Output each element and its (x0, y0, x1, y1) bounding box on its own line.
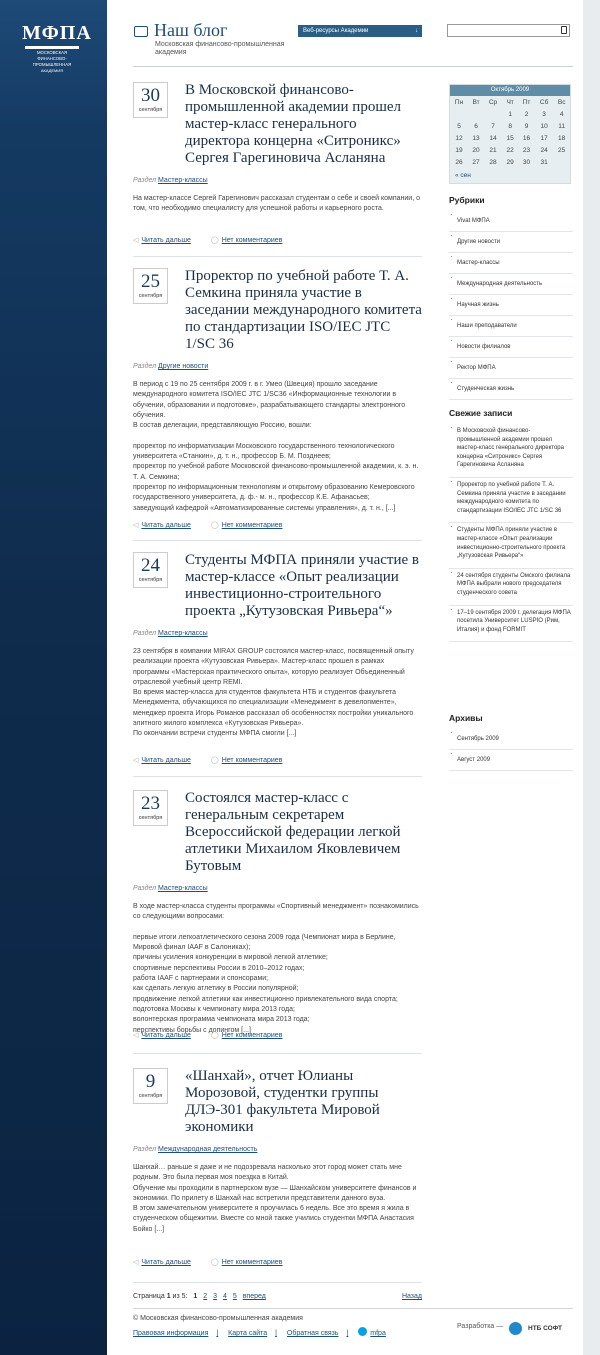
developer-name[interactable]: НТБ СОФТ (528, 1325, 563, 1332)
calendar-day: 29 (506, 158, 514, 166)
post-title[interactable]: Проректор по учебной работе Т. А. Семкина приняла участие в заседании международного комитета по стандартизации ISO/IEC JTC 1/SC 36 (185, 268, 422, 352)
post-body: На мастер-классе Сергей Гарегинович рассказал студентам о себе и своей компании, о том, что необходимо специалисту для успешной работы и карьерного роста. (133, 195, 420, 213)
calendar-day: 18 (558, 134, 566, 142)
post-body: В ходе мастер-класса студенты программы «Спортивный менеджмент» познакомились со следующими вопросами: первые итоги легкоатлетического сезона 2009 года (Чемпионат мира в Берлине, Мировой финал IAAF в Салониках); причины усиления конкуренции в мировой легкой атлетике; спортивные перспективы России в 2010–2012 годах; работа IAAF с партнерами и спонсорами; как сделать легкую атлетику в России популярной; продвижение легкой атлетики как инвестиционно привлекательного вида спорта; подготовка Москвы к чемпионату мира 2013 года; волонтерская программа чемпионата мира 2013 года; перспективы борьбы с допингом [...] (133, 903, 419, 1034)
page-current: 1 (193, 1293, 198, 1300)
recent-heading: Свежие записи (449, 408, 513, 418)
archives-list (449, 729, 573, 771)
blog-header (134, 20, 315, 57)
category-link[interactable]: Мастер-классы (158, 177, 208, 184)
logo-text: МФПА (22, 22, 92, 44)
sidebar-band (0, 0, 107, 1355)
blog-post (133, 790, 422, 1036)
post-meta (133, 521, 302, 529)
rubrics-list (449, 211, 573, 400)
calendar-day: 13 (472, 134, 480, 142)
recent-item[interactable]: · 24 сентября студенты Омского филиала МФПА выбрали нового председателя студенческого совета (449, 569, 573, 606)
calendar-day: 31 (540, 158, 548, 166)
comment-icon: ◯ (210, 237, 219, 244)
rubrics-item[interactable]: · Vivat МФПА (449, 211, 573, 232)
calendar-day: 8 (508, 122, 512, 130)
calendar-day: 6 (474, 122, 478, 130)
blog-post (133, 268, 422, 514)
comment-icon: ◯ (210, 1032, 219, 1039)
calendar-day: 19 (455, 146, 463, 154)
calendar-title: Октябрь 2009 (450, 85, 570, 96)
post-divider (133, 776, 422, 777)
calendar-grid (450, 96, 570, 168)
post-body: В период с 19 по 25 сентября 2009 г. в г. Умео (Швеция) прошло заседание международного комитета ISO/IEC JTC 1/SC36 «Информационные технологии в обучении, образовании и подготовке», разрабатывающего стандарты электронного обучения. В состав делегации, представляющую Россию, вошли: проректор по информатизации Московского государственного технологического университета «Станкин», д. т. н., профессор Б. М. Позднеев; проректор по учебной работе Московской финансово-промышленной академии, к. э. н. Т. А. Семкина; проректор по информационным технологиям и открытому образованию Кемеровского государственного университета, д. ф.- м. н., профессор К.Е. Афанасьев; заведующий кафедрой «Автоматизированные системы управления», д. т. н., [...] (133, 381, 419, 512)
rubrics-item[interactable]: · Международная деятельность (449, 274, 573, 295)
calendar-day: 4 (559, 110, 564, 118)
skype-icon (358, 1327, 367, 1336)
arrow-icon: ◁ (133, 1032, 139, 1039)
arrow-down-icon: ↓ (415, 28, 418, 34)
read-more-link[interactable]: Читать дальше (141, 1032, 191, 1039)
logo-subtext: МОСКОВСКАЯ ФИНАНСОВО-ПРОМЫШЛЕННАЯ (32, 50, 72, 67)
logo-line (25, 46, 79, 49)
comments-link[interactable]: Нет комментариев (221, 1259, 283, 1266)
calendar-day: 21 (489, 146, 497, 154)
post-date: 25 сентября (133, 268, 168, 304)
rubrics-item[interactable]: · Научная жизнь (449, 295, 573, 316)
archives-heading: Архивы (449, 713, 483, 723)
weekday-label: Чт (506, 98, 514, 106)
post-divider (133, 540, 422, 541)
calendar-day (468, 108, 484, 120)
calendar-day: 1 (508, 110, 512, 118)
page-subtitle: Московская финансово-промышленная академия (155, 41, 285, 56)
calendar-day: 10 (540, 122, 548, 130)
resources-select[interactable]: Веб-ресурсы Академии ↓ (298, 25, 422, 37)
category-link[interactable]: Мастер-классы (158, 630, 208, 637)
calendar-day: 7 (491, 122, 495, 130)
calendar-day (484, 108, 502, 120)
page-link[interactable]: 2 (203, 1293, 208, 1300)
post-body: 23 сентября в компании MIRAX GROUP состоялся мастер-класс, посвященный опыту реализации проекта «Кутузовская Ривьера». Мастер-класс прошел в рамках программы «Мастерская практического опыта», которую реализует Объединенный отраслевой учебный центр REMI. Во время мастер-класса для студентов факультета НТБ и студентов факультета Менеджмента, обучающихся по специализации «Менеджмент в девелопменте», менеджер проекта Игорь Романов рассказал об особенностях постройки уникального элитного жилого комплекса «Кутузовская Ривьера». По окончании встречи студенты МФПА смогли [...] (133, 648, 414, 738)
calendar-day: 14 (489, 134, 497, 142)
read-more-link[interactable]: Читать дальше (141, 522, 191, 529)
blog-post (133, 82, 422, 215)
rubrics-item[interactable]: · Другие новости (449, 232, 573, 253)
post-title[interactable]: В Московской финансово-промышленной академии прошел мастер-класс генерального директора концерна «Ситроникс» Сергея Гарегиновича Асланяна (185, 82, 402, 166)
weekday-label: Вс (557, 98, 566, 106)
pagination: Страница 1 из 5: 1 2 3 4 5 вперед Назад (133, 1293, 422, 1300)
calendar-day: 22 (506, 146, 514, 154)
calendar-day: 23 (522, 146, 531, 154)
arrow-icon: ◁ (133, 237, 139, 244)
weekday-label: Вт (472, 98, 480, 106)
post-title[interactable]: «Шанхай», отчет Юлианы Морозовой, студентки группы ДЛЭ-301 факультета Мировой экономики (185, 1068, 380, 1135)
page-title: Наш блог (154, 20, 228, 40)
comment-icon: ◯ (210, 757, 219, 764)
read-more-link[interactable]: Читать дальше (141, 757, 191, 764)
calendar-day (450, 108, 468, 120)
recent-item[interactable]: · Студенты МФПА приняли участие в мастер-классе «Опыт реализации инвестиционно-строительного проекта „Кутузовская Ривьера“» (449, 523, 573, 568)
rubrics-item[interactable]: · Ректор МФПА (449, 358, 573, 379)
post-date: 24 сентября (133, 552, 168, 588)
older-link[interactable]: Назад (401, 1293, 422, 1300)
category-link[interactable]: Международная деятельность (158, 1146, 258, 1153)
calendar-day: 3 (542, 110, 546, 118)
post-divider (133, 256, 422, 257)
recent-list (449, 424, 573, 642)
post-meta (133, 1031, 302, 1039)
copyright: © Московская финансово-промышленная академия (133, 1315, 303, 1322)
comments-link[interactable]: Нет комментариев (221, 757, 283, 764)
calendar-day: 24 (540, 146, 548, 154)
post-meta (133, 756, 302, 764)
calendar-day: 12 (455, 134, 463, 142)
comments-link[interactable]: Нет комментариев (221, 522, 283, 529)
category-link[interactable]: Другие новости (158, 363, 209, 370)
comments-link[interactable]: Нет комментариев (221, 1032, 283, 1039)
post-divider (133, 1282, 422, 1283)
weekday-label: Пт (522, 98, 531, 106)
right-strip (583, 0, 600, 1355)
calendar-day: 20 (472, 146, 480, 154)
sitemap-link[interactable]: Карта сайта (228, 1330, 268, 1337)
calendar (449, 84, 571, 184)
read-more-link[interactable]: Читать дальше (141, 1259, 191, 1266)
calendar-day: 30 (522, 158, 531, 166)
weekday-label: Пн (454, 98, 464, 106)
rubrics-item[interactable]: · Наши преподаватели (449, 316, 573, 337)
developer-label: Разработка — (457, 1323, 504, 1330)
archives-item[interactable]: · Август 2009 (449, 750, 573, 771)
calendar-day: 27 (472, 158, 480, 166)
rubrics-item[interactable]: · Мастер-классы (449, 253, 573, 274)
post-title[interactable]: Состоялся мастер-класс с генеральным секретарем Всероссийской федерации легкой атлетики Михаилом Яковлевичем Бутовым (185, 790, 401, 874)
calendar-day: 5 (457, 122, 461, 130)
rubrics-heading: Рубрики (449, 195, 485, 205)
post-meta (133, 1258, 302, 1266)
archives-item[interactable]: · Сентябрь 2009 (449, 729, 573, 750)
recent-item[interactable]: · Проректор по учебной работе Т. А. Семкина приняла участие в заседании международного комитета по стандартизации ISO/IEC JTC 1/SC 36 (449, 478, 573, 523)
post-category: Раздел Международная деятельность (133, 1146, 258, 1153)
calendar-day: 26 (455, 158, 463, 166)
comments-link[interactable]: Нет комментариев (221, 237, 283, 244)
calendar-day: 2 (524, 110, 529, 118)
search-input[interactable] (447, 24, 570, 37)
arrow-icon: ◁ (133, 1259, 139, 1266)
comment-icon: ◯ (210, 1259, 219, 1266)
arrow-icon: ◁ (133, 522, 139, 529)
post-title[interactable]: Студенты МФПА приняли участие в мастер-классе «Опыт реализации инвестиционно-строительного проекта „Кутузовская Ривьера“» (185, 552, 420, 619)
category-link[interactable]: Мастер-классы (158, 885, 208, 892)
post-category: Раздел Мастер-классы (133, 630, 208, 637)
speech-bubble-icon (134, 26, 148, 37)
blog-post (133, 1068, 422, 1235)
post-date: 9 сентября (133, 1068, 168, 1104)
post-date: 30 сентября (133, 82, 168, 118)
calendar-day: 25 (558, 146, 566, 154)
calendar-day: 17 (540, 134, 548, 142)
post-meta (133, 236, 302, 244)
post-date: 23 сентября (133, 790, 168, 826)
calendar-day: 16 (522, 134, 531, 142)
blog-post (133, 552, 422, 740)
post-body: Шанхай… раньше я даже и не подозревала насколько этот город может стать мне родным. Это была первая моя поездка в Китай. Обучение мы проходили в партнерском вузе — Шанхайском университете финансов и экономики. По прилету в Шанхай нас встретили представители данного вуза. В этом замечательном университете я проучилась 6 недель. Все это время я жила в студенческом общежитии. Вместе со мной также учились студентки МФПА Анастасия Бойко [...] (133, 1164, 417, 1233)
logo-subtext-2: АКАДЕМИЯ (40, 68, 64, 73)
logo[interactable] (22, 22, 92, 74)
comment-icon: ◯ (210, 522, 219, 529)
recent-item[interactable]: · В Московской финансово-промышленной академии прошел мастер-класс генерального директора концерна «Ситроникс» Сергея Гарегиновича Асланяна (449, 424, 573, 478)
header-divider (133, 66, 573, 67)
skype-link[interactable]: mfpa (370, 1330, 386, 1337)
search-icon[interactable] (561, 26, 567, 34)
calendar-day: 11 (558, 122, 566, 130)
rubrics-item[interactable]: · Новости филиалов (449, 337, 573, 358)
feedback-link[interactable]: Обратная связь (286, 1330, 339, 1337)
post-category: Раздел Мастер-классы (133, 177, 208, 184)
footer-divider (133, 1308, 573, 1309)
calendar-day: 28 (489, 158, 497, 166)
calendar-day: 15 (506, 134, 514, 142)
recent-item[interactable]: · 17–19 сентября 2009 г. делегация МФПА посетила Университет LUSPIO (Рим, Италия) и фонд FORMIT (449, 606, 573, 643)
page-link[interactable]: 5 (232, 1293, 237, 1300)
post-category: Раздел Другие новости (133, 363, 209, 370)
page-link[interactable]: 3 (213, 1293, 218, 1300)
weekday-label: Сб (539, 98, 549, 106)
calendar-day: 9 (524, 122, 529, 130)
ntb-logo-icon[interactable] (509, 1322, 522, 1335)
post-category: Раздел Мастер-классы (133, 885, 208, 892)
page-link[interactable]: 4 (222, 1293, 227, 1300)
calendar-day (553, 156, 570, 168)
legal-link[interactable]: Правовая информация (133, 1330, 209, 1337)
rubrics-item[interactable]: · Студенческая жизнь (449, 379, 573, 400)
weekday-label: Ср (488, 98, 498, 106)
calendar-prev-link[interactable]: « сен (455, 172, 471, 179)
arrow-icon: ◁ (133, 757, 139, 764)
footer: © Московская финансово-промышленная академия Правовая информация | Карта сайта | Обратная связь | mfpa (133, 1315, 386, 1337)
read-more-link[interactable]: Читать дальше (141, 237, 191, 244)
post-divider (133, 1053, 422, 1054)
next-page-link[interactable]: вперед (242, 1293, 266, 1300)
